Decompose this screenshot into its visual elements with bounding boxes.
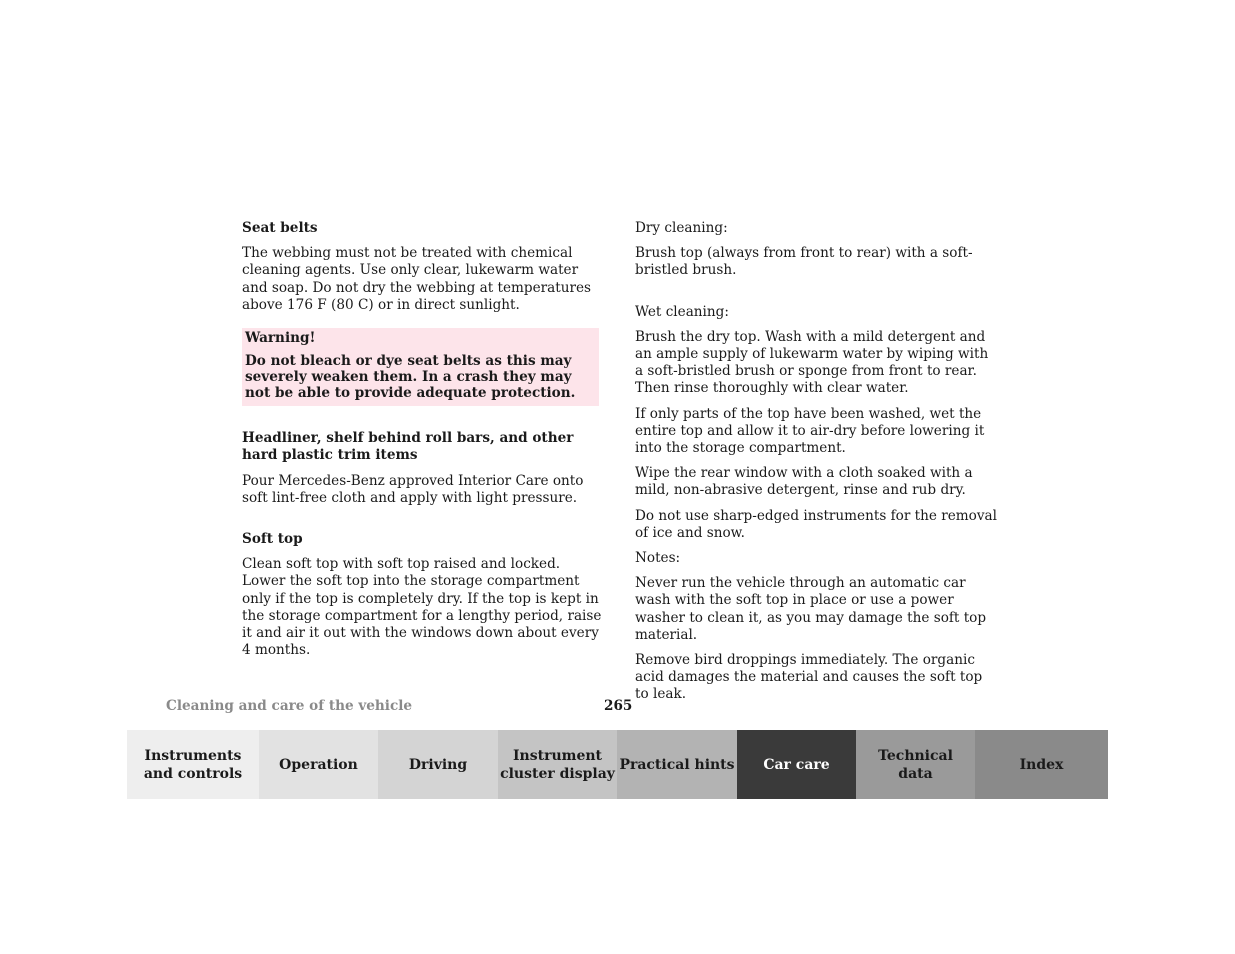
seat-belts-heading: Seat belts [242,220,318,236]
headliner-text: Pour Mercedes-Benz approved Interior Care onto soft lint-free cloth and apply with light pressure. [242,472,584,506]
tab-label: Operation [279,756,358,773]
seat-belts-text: The webbing must not be treated with chemical cleaning agents. Use only clear, lukewarm water and soap. Do not dry the webbing at temperatures above 176 F (80 C) or in direct sunlight. [242,245,591,313]
page-number: 265 [604,698,633,714]
tab-instrument-cluster-display[interactable] [498,730,617,799]
wet-cleaning-text-4: Do not use sharp-edged instruments for the removal of ice and snow. [635,507,997,541]
dry-cleaning-label: Dry cleaning: [635,220,728,236]
tab-label: Technical data [878,747,953,782]
left-column [242,220,602,667]
wet-cleaning-label: Wet cleaning: [635,303,729,320]
tab-label: Driving [408,756,468,773]
tab-label: Index [1019,756,1064,773]
soft-top-text: Clean soft top with soft top raised and locked. Lower the soft top into the storage compartment only if the top is completely dry. If the top is kept in the storage compartment for a lengthy period, raise it and air it out with the windows down about every 4 months. [242,556,602,659]
tab-technical-data[interactable] [856,730,975,799]
dry-cleaning-text: Brush top (always from front to rear) with a soft-bristled brush. [635,245,973,279]
right-column [635,220,1000,712]
soft-top-heading: Soft top [242,531,303,548]
warning-title: Warning! [245,330,316,347]
tab-driving[interactable] [378,730,498,799]
notes-text-2: Remove bird droppings immediately. The organic acid damages the material and causes the soft top to leak. [635,652,983,703]
wet-cleaning-text-2: If only parts of the top have been washed, wet the entire top and allow it to air-dry before lowering it into the storage compartment. [635,405,985,457]
tab-instruments-and-controls[interactable] [127,730,259,799]
headliner-heading: Headliner, shelf behind roll bars, and other hard plastic trim items [242,430,574,464]
wet-cleaning-text-1: Brush the dry top. Wash with a mild detergent and an ample supply of lukewarm water by wiping with a soft-bristled brush or sponge from front to rear. Then rinse thoroughly with clear water. [635,328,989,397]
warning-box [242,328,599,406]
footer-section-title: Cleaning and care of the vehicle [166,698,413,714]
tab-label: Instrument cluster display [500,747,615,782]
notes-text-1: Never run the vehicle through an automatic car wash with the soft top in place or use a power washer to clean it, as you may damage the soft top material. [635,575,987,643]
tab-car-care[interactable] [737,730,856,799]
section-nav-bar [127,730,1108,799]
wet-cleaning-text-3: Wipe the rear window with a cloth soaked with a mild, non-abrasive detergent, rinse and rub dry. [635,465,973,499]
notes-label: Notes: [635,550,681,567]
tab-practical-hints[interactable] [617,730,737,799]
warning-text: Do not bleach or dye seat belts as this may severely weaken them. In a crash they may not be able to provide adequate protection. [245,353,576,402]
tab-operation[interactable] [259,730,378,799]
tab-label: Instruments and controls [143,747,243,782]
tab-label: Practical hints [619,756,735,773]
tab-label: Car care [763,756,830,773]
tab-index[interactable] [975,730,1108,799]
